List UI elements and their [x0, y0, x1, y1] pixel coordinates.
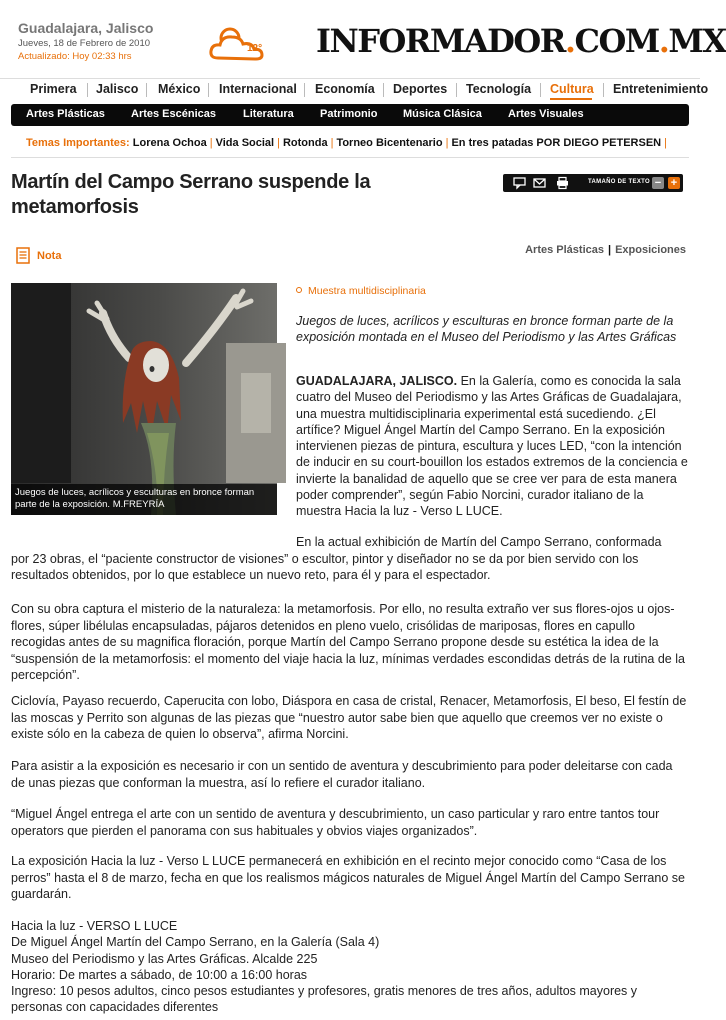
- topic-link[interactable]: Lorena Ochoa: [132, 137, 207, 149]
- subnav-item-patrimonio[interactable]: Patrimonio: [320, 108, 378, 120]
- subnav-item-literatura[interactable]: Literatura: [243, 108, 294, 120]
- subnav-item-musica-clasica[interactable]: Música Clásica: [403, 108, 482, 120]
- article-paragraph: [296, 373, 688, 520]
- updated-time: Actualizado: Hoy 02:33 hrs: [18, 51, 132, 62]
- article-paragraph: Con su obra captura el misterio de la naturaleza: la metamorfosis. Por ello, no resulta extraño ver sus flores-ojos u ojos-flores, súper libélulas encapsuladas, pájaros detenidos en pleno vuelo, crisólidas de mariposas, flores en capullo recogidas antes de su magnifica floración, porque Martín del Campo Serrano propone desde su estética la idea de la “suspensión de la metamorfosis: el momento del viaje hacia la luz, mínimas verdades escondidas detrás de la rutina de la percepción”.: [11, 602, 685, 682]
- nav-separator: [87, 83, 88, 97]
- text-size-label: TAMAÑO DE TEXTO: [588, 179, 650, 185]
- nav-item-economia[interactable]: Economía: [315, 82, 375, 96]
- article-lead: Juegos de luces, acrílicos y esculturas en bronce forman parte de la exposición montada en el Museo del Periodismo y las Artes Gráficas: [296, 314, 677, 345]
- article-paragraph: “Miguel Ángel entrega el arte con un sentido de aventura y descubrimiento, un caso particular y raro entre tantos tour operators que pierden el panorama con sus habituales y obvios viajes organizados”.: [11, 807, 660, 838]
- site-logo[interactable]: [316, 22, 726, 60]
- nav-separator: [456, 83, 457, 97]
- comment-icon[interactable]: [513, 177, 526, 189]
- subnav-item-artes-visuales[interactable]: Artes Visuales: [508, 108, 584, 120]
- main-nav: [0, 78, 709, 100]
- paragraph-text: En la actual exhibición de Martín del Campo Serrano, conformada: [296, 535, 662, 549]
- topics-label: Temas Importantes:: [26, 137, 130, 149]
- nav-separator: [304, 83, 305, 97]
- paragraph-text: por 23 obras, el “paciente constructor de visiones” o escultor, pintor y diseñador no se da por bien servido con los resultados obtenidos, por lo que establece un nuevo reto, para él y para el espectador.: [11, 551, 639, 582]
- nav-separator: [383, 83, 384, 97]
- nav-separator: [208, 83, 209, 97]
- info-line: Museo del Periodismo y las Artes Gráficas. Alcalde 225: [11, 951, 318, 966]
- article-paragraph: Para asistir a la exposición es necesario ir con un sentido de aventura y descubrimiento para poder deleitarse con cada de unas piezas que conforman la muestra, así lo refiere el curador italiano.: [11, 759, 673, 790]
- article-dateline: GUADALAJARA, JALISCO.: [296, 374, 458, 388]
- decrease-text-button[interactable]: −: [652, 177, 664, 189]
- info-line: Ingreso: 10 pesos adultos, cinco pesos estudiantes y profesores, gratis menores de tres años, adultos mayores y personas con capacidades diferentes: [11, 984, 638, 1015]
- exhibition-info: [11, 918, 689, 1016]
- article-title: Martín del Campo Serrano suspende la metamorfosis: [11, 171, 371, 218]
- article-paragraph: [11, 534, 689, 584]
- bullet-icon: [296, 287, 302, 293]
- sculpture-photo-image: [11, 283, 277, 515]
- nav-item-entretenimiento[interactable]: Entretenimiento: [613, 82, 709, 96]
- active-nav-underline: [550, 98, 592, 100]
- nav-item-tecnologia[interactable]: Tecnología: [466, 82, 532, 96]
- article-kicker: [296, 285, 426, 297]
- kicker-text: Muestra multidisciplinaria: [308, 285, 426, 297]
- paragraph-text: En la Galería, como es conocida la sala cuatro del Museo del Periodismo y las Artes Gráficas de Guadalajara, una muestra multidisciplinaria experimental está sucediendo. ¿El artífice? Miguel Ángel Martín del Campo Serrano. En la exposición intervienen piezas de pintura, escultura y luces LED, “con la intención de inducir en su court-bouillon los estados extremos de la conciencia e invierte la banalidad de aquello que se cree ver para de esta manera poder comprender”, según Fabio Norcini, curador italiano de la muestra Hacia la luz - Verso L LUCE.: [296, 374, 688, 519]
- city-name: Guadalajara, Jalisco: [18, 20, 154, 36]
- sub-nav: [11, 104, 689, 126]
- site-header: [0, 0, 726, 70]
- nav-item-internacional[interactable]: Internacional: [219, 82, 297, 96]
- important-topics: Temas Importantes: Lorena Ochoa | Vida Social | Rotonda | Torneo Bicentenario | En tres patadas POR DIEGO PETERSEN |: [26, 137, 667, 149]
- nav-item-cultura[interactable]: Cultura: [550, 82, 594, 96]
- article-type-label: Nota: [37, 250, 62, 262]
- nav-separator: [540, 83, 541, 97]
- info-line: Horario: De martes a sábado, de 10:00 a 16:00 horas: [11, 967, 308, 982]
- section-link-artes-plasticas[interactable]: Artes Plásticas: [525, 244, 604, 256]
- logo-dot: .: [564, 22, 575, 60]
- note-document-icon: [16, 247, 30, 264]
- photo-caption: Juegos de luces, acrílicos y esculturas en bronce forman parte de la exposición. M.FREYRÍA: [11, 484, 277, 515]
- article-paragraph: La exposición Hacia la luz - Verso L LUCE permanecerá en exhibición en el recinto mejor conocido como “Casa de los perros” hasta el 8 de marzo, fecha en que los realismos mágicos naturales de Miguel Ángel Martín del Campo Serrano se guardarán.: [11, 854, 685, 901]
- topic-link[interactable]: Torneo Bicentenario: [336, 137, 443, 149]
- article-toolbar: [503, 174, 683, 192]
- topic-link[interactable]: Rotonda: [282, 137, 328, 149]
- divider: [11, 157, 689, 158]
- topic-link[interactable]: Vida Social: [215, 137, 275, 149]
- section-link-exposiciones[interactable]: Exposiciones: [615, 244, 686, 256]
- nav-separator: [146, 83, 147, 97]
- nav-separator: [603, 83, 604, 97]
- logo-main: INFORMADOR: [316, 22, 565, 60]
- mail-icon[interactable]: [533, 177, 546, 189]
- logo-dot-2: .: [658, 22, 669, 60]
- logo-mx: MX: [668, 22, 726, 60]
- article-sections: Artes Plásticas | Exposiciones: [525, 244, 686, 256]
- article-photo[interactable]: [11, 283, 277, 515]
- nav-item-jalisco[interactable]: Jalisco: [96, 82, 139, 96]
- current-date: Jueves, 18 de Febrero de 2010: [18, 38, 151, 49]
- nav-item-primera[interactable]: Primera: [30, 82, 77, 96]
- nav-item-mexico[interactable]: México: [158, 82, 201, 96]
- increase-text-button[interactable]: +: [668, 177, 680, 189]
- print-icon[interactable]: [556, 177, 569, 189]
- weather-temperature: 12°: [247, 43, 263, 54]
- article-paragraph: Ciclovía, Payaso recuerdo, Caperucita con lobo, Diáspora en casa de cristal, Renacer, Metamorfosis, El beso, El festín de las moscas y Perrito son algunas de las piezas que “nuestro autor sabe bien que aquello que creemos ver no existe o existe sólo en la cabeza de quien lo observa”, afirma Norcini.: [11, 694, 687, 741]
- topic-link[interactable]: En tres patadas POR DIEGO PETERSEN: [451, 137, 662, 149]
- logo-com: COM: [574, 22, 659, 60]
- subnav-item-artes-escenicas[interactable]: Artes Escénicas: [131, 108, 216, 120]
- nav-item-deportes[interactable]: Deportes: [393, 82, 448, 96]
- subnav-item-artes-plasticas[interactable]: Artes Plásticas: [26, 108, 105, 120]
- info-line: De Miguel Ángel Martín del Campo Serrano, en la Galería (Sala 4): [11, 935, 380, 950]
- info-line: Hacia la luz - VERSO L LUCE: [11, 919, 178, 933]
